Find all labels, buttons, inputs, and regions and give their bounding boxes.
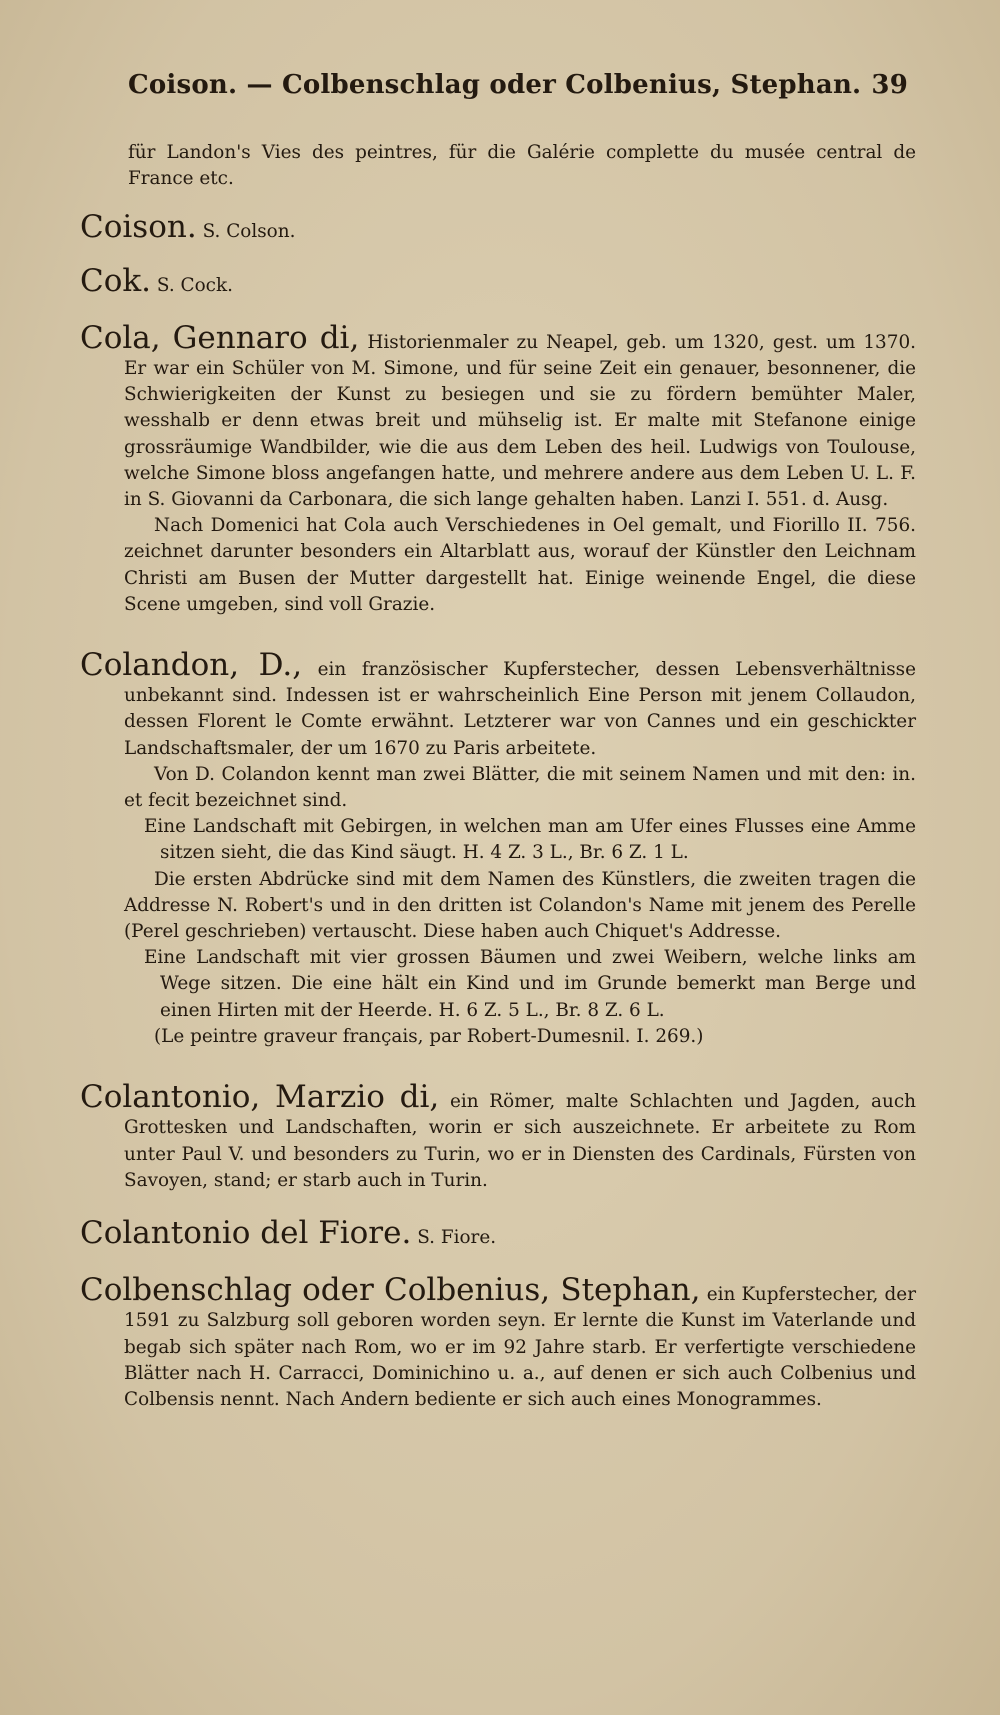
page-body	[80, 140, 916, 1413]
entry-coison	[80, 209, 916, 246]
entry-text: ein Römer, malte Schlachten und Jagden, auch Grottesken und Landschaften, worin er sich auszeichnete. Er arbeitete zu Rom unter Paul V. und besonders zu Turin, wo er in Diensten des Cardinals, Fürsten von Savoyen, stand; er starb auch in Turin.	[124, 1091, 916, 1191]
entry-heading: Cok.	[80, 262, 152, 299]
entry-heading: Colandon, D.,	[80, 647, 303, 684]
cross-reference: S. Fiore.	[417, 1226, 497, 1248]
entry-cok	[80, 262, 916, 299]
entry-cola	[80, 319, 916, 618]
cross-reference: S. Cock.	[156, 274, 233, 296]
entry-paragraph: Nach Domenici hat Cola auch Verschiedenes in Oel gemalt, und Fiorillo II. 756. zeichnet darunter besonders ein Altarblatt aus, worauf der Künstler den Leichnam Christi am Busen der Mutter dargestellt hat. Einige weinende Engel, die diese Scene umgeben, sind voll Grazie.	[124, 515, 916, 615]
page-number: 39	[871, 70, 908, 100]
cross-reference: S. Colson.	[202, 221, 296, 243]
entry-colantonio-del-fiore	[80, 1214, 916, 1251]
entry-heading: Coison.	[80, 209, 197, 246]
catalogue-item: Eine Landschaft mit Gebirgen, in welchen man am Ufer eines Flusses eine Amme sitzen sieht, die das Kind säugt. H. 4 Z. 3 L., Br. 6 Z. 1 L.	[144, 816, 916, 864]
entry-colantonio	[80, 1079, 916, 1194]
entry-colbenschlag	[80, 1272, 916, 1413]
source-reference: (Le peintre graveur français, par Robert-Dumesnil. I. 269.)	[154, 1025, 704, 1047]
entry-text: Historienmaler zu Neapel, geb. um 1320, gest. um 1370. Er war ein Schüler von M. Simone, und für seine Zeit ein genauer, besonnener, die Schwierigkeiten der Kunst zu besiegen und sie zu fördern bemühter Maler, wesshalb er denn etwas breit und mühselig ist. Er malte mit Stefanone einige grossräumige Wandbilder, wie die aus dem Leben des heil. Ludwigs von Toulouse, welche Simone bloss angefangen hatte, und mehrere andere aus dem Leben U. L. F. in S. Giovanni da Carbonara, die sich lange gehalten haben. Lanzi I. 551. d. Ausg.	[124, 331, 916, 511]
continued-text: für Landon's Vies des peintres, für die Galérie complette du musée central de France etc.	[128, 142, 916, 190]
header-title: Coison. — Colbenschlag oder Colbenius, Stephan.	[128, 70, 862, 100]
entry-paragraph: Die ersten Abdrücke sind mit dem Namen des Künstlers, die zweiten tragen die Addresse N. Robert's und in den dritten ist Colandon's Name mit jenem des Perelle (Perel geschrieben) vertauscht. Diese haben auch Chiquet's Addresse.	[124, 868, 916, 943]
entry-text: ein Kupferstecher, der 1591 zu Salzburg soll geboren worden seyn. Er lernte die Kunst im Vaterlande und begab sich später nach Rom, wo er im 92 Jahre starb. Er verfertigte verschiedene Blätter nach H. Carracci, Dominichino u. a., auf denen er sich auch Colbenius und Colbensis nennt. Nach Andern bediente er sich auch eines Monogrammes.	[124, 1284, 916, 1410]
entry-text: ein französischer Kupferstecher, dessen Lebensverhältnisse unbekannt sind. Indessen ist er wahrscheinlich Eine Person mit jenem Collaudon, dessen Florent le Comte erwähnt. Letzterer war von Cannes und ein geschickter Landschaftsmaler, der um 1670 zu Paris arbeitete.	[124, 659, 916, 759]
entry-heading: Colbenschlag oder Colbenius, Stephan,	[80, 1272, 701, 1309]
catalogue-item: Eine Landschaft mit vier grossen Bäumen und zwei Weibern, welche links am Wege sitzen. Die eine hält ein Kind und im Grunde bemerkt man Berge und einen Hirten mit der Heerde. H. 6 Z. 5 L., Br. 8 Z. 6 L.	[144, 947, 916, 1021]
entry-colandon	[80, 647, 916, 1050]
entry-heading: Colantonio del Fiore.	[80, 1214, 412, 1251]
running-header	[128, 70, 908, 100]
entry-heading: Cola, Gennaro di,	[80, 319, 360, 356]
entry-heading: Colantonio, Marzio di,	[80, 1079, 440, 1116]
entry-paragraph: Von D. Colandon kennt man zwei Blätter, die mit seinem Namen und mit den: in. et fecit bezeichnet sind.	[124, 763, 916, 812]
